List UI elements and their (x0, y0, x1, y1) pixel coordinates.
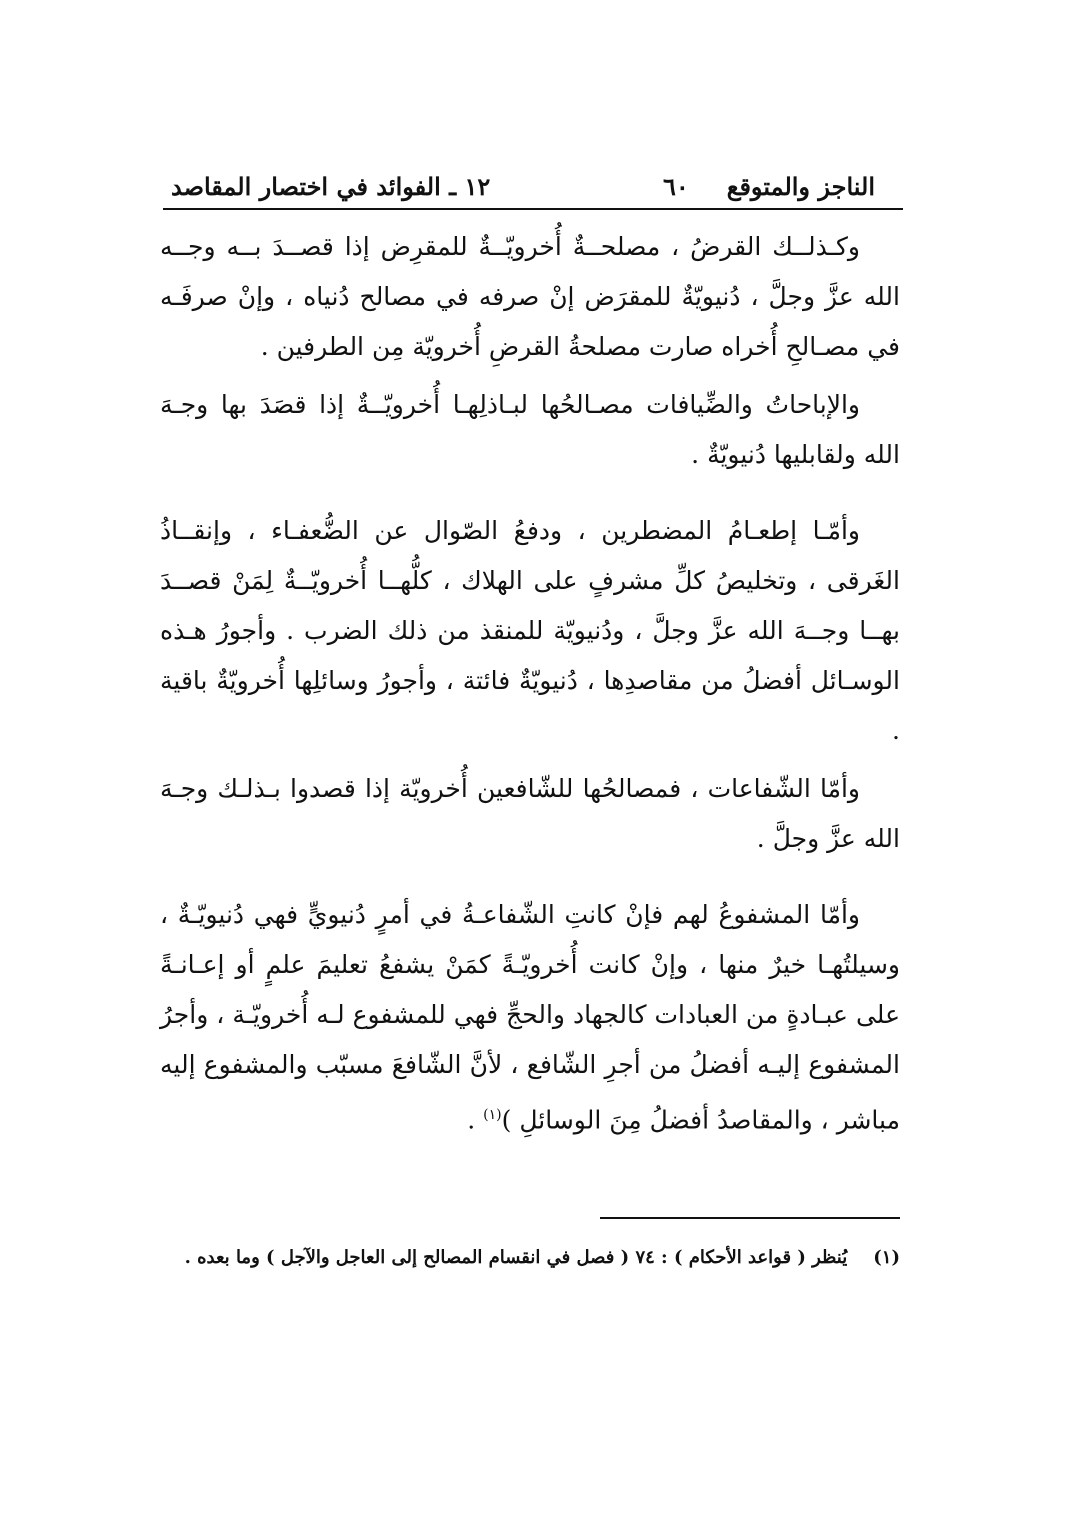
footnote-text: يُنظر ( قواعد الأحكام ) : ٧٤ ( فصل في انقسام المصالح إلى العاجل والآجل ) وما بعده . (184, 1247, 848, 1268)
paragraph-rescue: وأمّـا إطعـامُ المضطرين ، ودفعُ الصّوال عن الضُّعفـاء ، وإنقــاذُ الغَرقى ، وتخليصُ كلِّ مشرفٍ على الهلاك ، كلُّهــا أُخرويّــةٌ لِمَنْ قصــدَ بهــا وجــهَ الله عزَّ وجلَّ ، ودُنيويّة للمنقذ من ذلك الضرب . وأجورُ هـذه الوسـائل أفضلُ من مقاصدِها ، دُنيويّةٌ فائتة ، وأجورُ وسائلِها أُخرويّةٌ باقية . (160, 516, 900, 745)
page-number: ٦٠ (663, 172, 689, 201)
footnote (160, 1240, 900, 1276)
section-title: ١٢ ـ الفوائد في اختصار المقاصد (171, 172, 491, 201)
header-rule (163, 208, 903, 210)
paragraph-end: . (467, 1105, 484, 1135)
paragraph-intercession-recipients (160, 890, 900, 1145)
paragraph-intercession: وأمّا الشّفاعات ، فمصالحُها للشّافعين أُخرويّة إذا قصدوا بـذلـك وجـهَ الله عزَّ وجلَّ . (160, 774, 900, 853)
running-header (163, 166, 903, 206)
footnote-rule (600, 1217, 900, 1219)
book-title: الناجز والمتوقع (726, 172, 875, 201)
main-text (160, 222, 900, 1153)
paragraph-text: وأمّا المشفوعُ لهم فإنْ كانتِ الشّفاعـةُ في أمرٍ دُنيويٍّ فهي دُنيويّـةٌ ، وسيلتُهـا خيرٌ منها ، وإنْ كانت أُخرويّـةً كمَنْ يشفعُ تعليمَ علمٍ أو إعـانـةً على عبـادةٍ من العبادات كالجهاد والحجِّ فهي للمشفوع لـه أُخرويّـة ، وأجرُ المشفوع إليـه أفضلُ من أجرِ الشّافع ، لأنَّ الشّافعَ مسبّب والمشفوع إليه مباشر ، والمقاصدُ أفضلُ مِنَ الوسائلِ ) (160, 900, 901, 1135)
footnote-number: (١) (873, 1247, 900, 1268)
footnote-reference[interactable]: (١) (483, 1107, 502, 1123)
paragraph-loan: وكـذلــك القرضُ ، مصلحــةٌ أُخرويّــةٌ للمقرِض إذا قصــدَ بــه وجــه الله عزَّ وجلَّ ، دُنيويّةٌ للمقرَض إنْ صرفه في مصالح دُنياه ، وإنْ صرفَـه في مصـالحِ أُخراه صارت مصلحةُ القرضِ أُخرويّة مِن الطرفين . (160, 232, 900, 361)
paragraph-hospitality: والإباحاتُ والضِّيافات مصـالحُها لبـاذلِهـا أُخرويّــةٌ إذا قصَدَ بها وجـهَ الله ولقابليها دُنيويّةٌ . (160, 390, 900, 469)
